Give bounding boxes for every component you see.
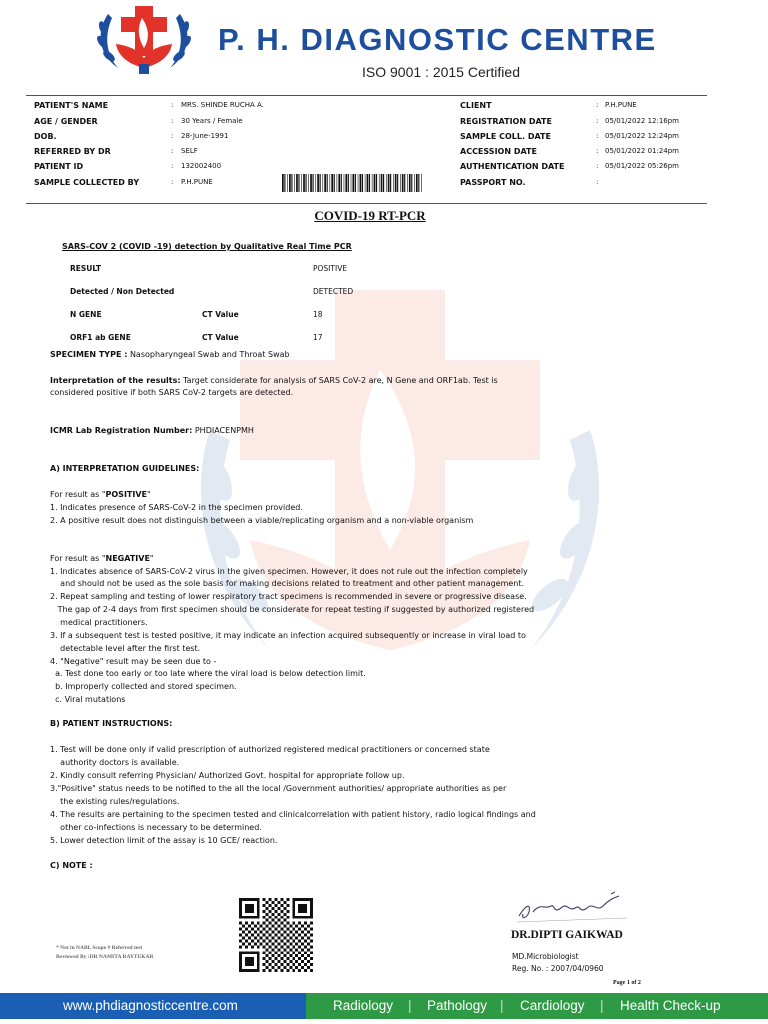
colon: : <box>596 162 599 170</box>
result-label: RESULT <box>70 264 102 273</box>
brand-name: P. H. DIAGNOSTIC CENTRE <box>218 22 657 57</box>
doctor-qualification: MD.Microbiologist <box>512 952 579 961</box>
colon: : <box>171 117 174 125</box>
interpretation-label: Interpretation of the results: <box>50 376 181 385</box>
instruction-item: 3."Positive" status needs to be notified to the all the local /Government authorities/ appropriate authorities as per <box>50 784 507 793</box>
colon: : <box>171 132 174 140</box>
client-value: P.H.PUNE <box>605 101 637 109</box>
report-subtitle: SARS-COV 2 (COVID -19) detection by Qualitative Real Time PCR <box>62 242 352 251</box>
positive-item: 1. Indicates presence of SARS-CoV-2 in the specimen provided. <box>50 503 303 512</box>
client-label: CLIENT <box>460 101 492 110</box>
accession-date-value: 05/01/2022 01:24pm <box>605 147 680 155</box>
watermark-logo <box>180 250 620 810</box>
reviewed-by: Reviewed By :DR NAMITA RAYTEKAR <box>56 954 154 960</box>
patient-name-value: MRS. SHINDE RUCHA A. <box>181 101 264 109</box>
negative-item: detectable level after the first test. <box>50 644 201 653</box>
colon: : <box>596 117 599 125</box>
info-divider <box>26 203 707 204</box>
negative-item: 2. Repeat sampling and testing of lower respiratory tract specimens is recommended in severe or progressive disease. <box>50 592 527 601</box>
referred-by-value: SELF <box>181 147 198 155</box>
accession-date-label: ACCESSION DATE <box>460 147 537 156</box>
patient-name-label: PATIENT'S NAME <box>34 101 109 110</box>
guidelines-heading: A) INTERPRETATION GUIDELINES: <box>50 464 200 473</box>
sample-coll-date-value: 05/01/2022 12:24pm <box>605 132 680 140</box>
authentication-date-label: AUTHENTICATION DATE <box>460 162 565 171</box>
colon: : <box>171 162 174 170</box>
negative-item: 1. Indicates absence of SARS-CoV-2 virus in the given specimen. However, it does not rule out the infection completely <box>50 567 528 576</box>
positive-word: POSITIVE <box>105 490 148 499</box>
negative-item: 3. If a subsequent test is tested positive, it may indicate an infection acquired subsequently or increase in viral load to <box>50 631 526 640</box>
negative-item: and should not be used as the sole basis for making decisions related to treatment and other patient management. <box>50 579 525 588</box>
negative-item: a. Test done too early or too late where the viral load is below detection limit. <box>50 669 366 678</box>
colon: : <box>171 178 174 186</box>
footer-service-health-checkup[interactable]: Health Check-up <box>620 998 721 1013</box>
positive-prefix: For result as " <box>50 490 106 499</box>
positive-item: 2. A positive result does not distinguish between a viable/replicating organism and a non-viable organism <box>50 516 474 525</box>
footer-website[interactable]: www.phdiagnosticcentre.com <box>63 998 238 1013</box>
negative-suffix: " <box>149 554 154 563</box>
positive-suffix: " <box>147 490 151 499</box>
report-title: COVID-19 RT-PCR <box>314 208 426 223</box>
footer-service-cardiology[interactable]: Cardiology <box>520 998 585 1013</box>
orf1ab-gene-label: ORF1 ab GENE <box>70 333 131 342</box>
registration-date-value: 05/01/2022 12:16pm <box>605 117 680 125</box>
passport-no-label: PASSPORT NO. <box>460 178 526 187</box>
instruction-item: 5. Lower detection limit of the assay is 10 GCE/ reaction. <box>50 836 278 845</box>
doctor-reg-no: Reg. No. : 2007/04/0960 <box>512 964 604 973</box>
iso-certification: ISO 9001 : 2015 Certified <box>362 64 520 80</box>
orf1ab-gene-ct-label: CT Value <box>202 333 239 342</box>
specimen-type <box>50 349 290 361</box>
instruction-item: the existing rules/regulations. <box>50 797 180 806</box>
footer-service-radiology[interactable]: Radiology <box>333 998 394 1013</box>
negative-item: 4. "Negative" result may be seen due to - <box>50 657 217 666</box>
footer-separator: | <box>408 998 412 1013</box>
negative-prefix: For result as " <box>50 554 106 563</box>
negative-item: c. Viral mutations <box>50 695 126 704</box>
patient-id-value: 132002400 <box>181 162 222 170</box>
n-gene-label: N GENE <box>70 310 102 319</box>
result-value: POSITIVE <box>313 264 348 273</box>
colon: : <box>596 147 599 155</box>
qr-code <box>236 898 316 972</box>
icmr-label: ICMR Lab Registration Number: <box>50 426 193 435</box>
colon: : <box>596 132 599 140</box>
instruction-item: 1. Test will be done only if valid prescription of authorized registered medical practitioners or concerned state <box>50 745 490 754</box>
brand-logo <box>90 4 198 76</box>
dob-label: DOB. <box>34 132 57 141</box>
colon: : <box>596 178 599 186</box>
sample-coll-date-label: SAMPLE COLL. DATE <box>460 132 551 141</box>
positive-heading <box>50 489 151 501</box>
colon: : <box>171 101 174 109</box>
n-gene-ct-value: 18 <box>313 310 323 319</box>
negative-item: The gap of 2-4 days from first specimen should be considerate for repeat testing if suggested by authorized registered <box>50 605 535 614</box>
interpretation-text: Target considerate for analysis of SARS CoV-2 are, N Gene and ORF1ab. Test is <box>180 376 498 385</box>
n-gene-ct-label: CT Value <box>202 310 239 319</box>
footer-bar <box>0 993 768 1024</box>
icmr-registration <box>50 425 254 437</box>
header-divider <box>26 95 707 96</box>
referred-by-label: REFERRED BY DR <box>34 147 111 156</box>
negative-word: NEGATIVE <box>105 554 150 563</box>
footer-service-pathology[interactable]: Pathology <box>427 998 488 1013</box>
negative-heading <box>50 553 154 565</box>
nabl-note: * Not in NABL Scope # Referred test <box>56 945 143 951</box>
interpretation-line-2: considered positive if both SARS CoV-2 targets are detected. <box>50 388 294 397</box>
sample-collected-by-label: SAMPLE COLLECTED BY <box>34 178 140 187</box>
patient-id-label: PATIENT ID <box>34 162 84 171</box>
footer-services-box <box>306 993 768 1019</box>
negative-item: b. Improperly collected and stored specimen. <box>50 682 237 691</box>
specimen-type-label: SPECIMEN TYPE : <box>50 350 128 359</box>
instructions-heading: B) PATIENT INSTRUCTIONS: <box>50 719 173 728</box>
detected-value: DETECTED <box>313 287 354 296</box>
registration-date-label: REGISTRATION DATE <box>460 117 552 126</box>
detected-label: Detected / Non Detected <box>70 287 175 296</box>
note-heading: C) NOTE : <box>50 861 93 870</box>
instruction-item: 4. The results are pertaining to the specimen tested and clinicalcorrelation with patient history, radio logical findings and <box>50 810 536 819</box>
doctor-signature <box>515 888 630 928</box>
page-number: Page 1 of 2 <box>613 980 641 986</box>
negative-item: medical practitioners. <box>50 618 148 627</box>
dob-value: 28-June-1991 <box>181 132 229 140</box>
interpretation-line-1 <box>50 375 498 387</box>
age-gender-value: 30 Years / Female <box>181 117 243 125</box>
authentication-date-value: 05/01/2022 05:26pm <box>605 162 680 170</box>
colon: : <box>596 101 599 109</box>
doctor-name: DR.DIPTI GAIKWAD <box>511 929 623 941</box>
footer-separator: | <box>500 998 504 1013</box>
icmr-value: PHDIACENPMH <box>192 426 254 435</box>
instruction-item: other co-infections is necessary to be determined. <box>50 823 262 832</box>
instruction-item: 2. Kindly consult referring Physician/ Authorized Govt. hospital for appropriate follow up. <box>50 771 405 780</box>
sample-collected-by-value: P.H.PUNE <box>181 178 213 186</box>
colon: : <box>171 147 174 155</box>
instruction-item: authority doctors is available. <box>50 758 180 767</box>
age-gender-label: AGE / GENDER <box>34 117 98 126</box>
barcode <box>282 174 424 192</box>
footer-website-box <box>0 993 306 1019</box>
orf1ab-gene-ct-value: 17 <box>313 333 323 342</box>
specimen-type-value: Nasopharyngeal Swab and Throat Swab <box>127 350 290 359</box>
footer-separator: | <box>600 998 604 1013</box>
